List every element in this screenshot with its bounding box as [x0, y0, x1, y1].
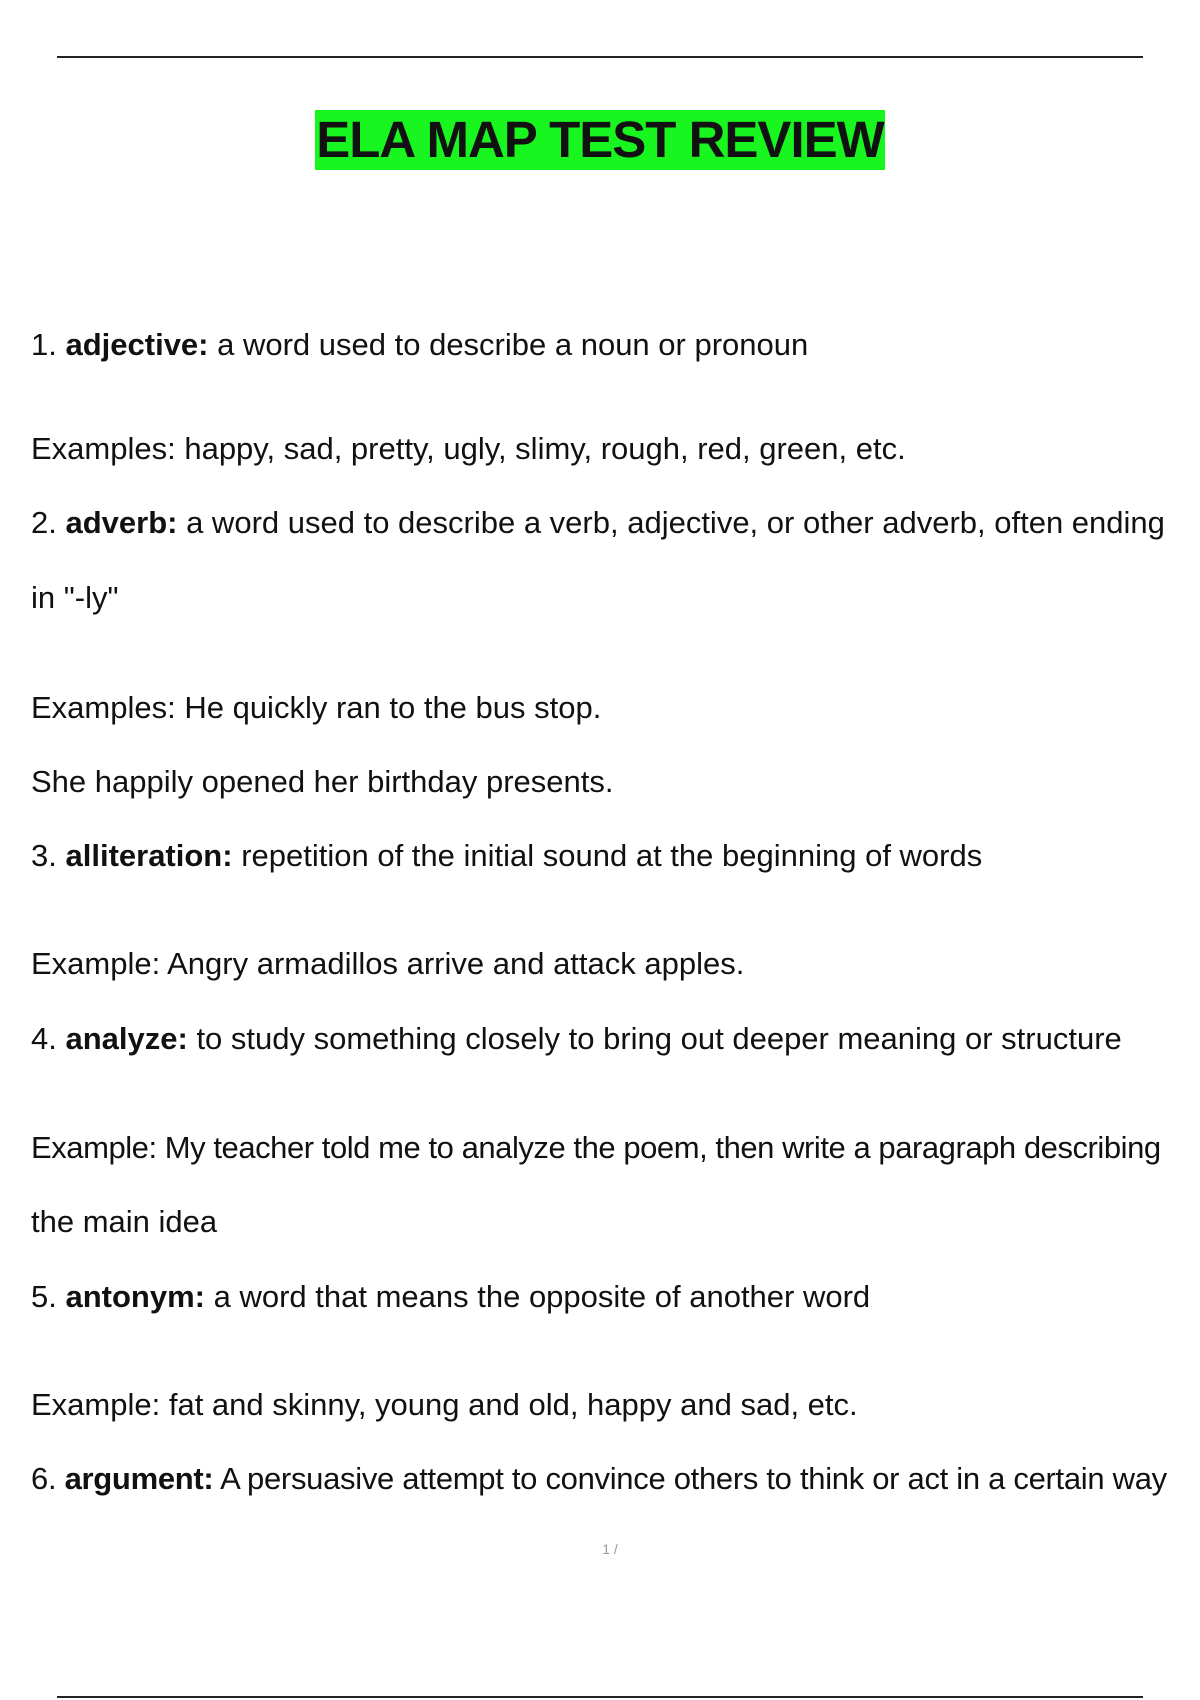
entry-definition: a word used to describe a noun or pronoun [208, 327, 809, 362]
entry-number: 2. [31, 505, 57, 540]
entry-number: 6. [31, 1461, 57, 1496]
entry-definition: a word that means the opposite of another word [204, 1279, 871, 1314]
entry-6-definition [31, 1461, 1167, 1497]
entry-4-definition [31, 1021, 1122, 1057]
entry-term: argument: [64, 1461, 214, 1496]
entry-2-definition [31, 505, 1165, 541]
entry-5-definition [31, 1279, 870, 1315]
entry-term: adverb: [65, 505, 178, 540]
entry-5-example: Example: fat and skinny, young and old, happy and sad, etc. [31, 1387, 858, 1422]
entry-number: 5. [31, 1279, 57, 1314]
entry-4-example: the main idea [31, 1204, 218, 1239]
entry-term: alliteration: [65, 838, 233, 873]
top-rule [57, 56, 1143, 58]
document-title [0, 110, 1200, 170]
title-highlight: ELA MAP TEST REVIEW [316, 111, 884, 168]
entry-2-example: Examples: He quickly ran to the bus stop. [31, 690, 602, 725]
entry-number: 1. [31, 327, 57, 362]
entry-1-definition [31, 327, 808, 363]
entry-2-example: She happily opened her birthday presents. [31, 764, 614, 799]
entry-definition: a word used to describe a verb, adjective, or other adverb, often ending [177, 505, 1165, 540]
entry-term: antonym: [65, 1279, 205, 1314]
entry-3-example: Example: Angry armadillos arrive and attack apples. [31, 946, 745, 981]
entry-term: adjective: [65, 327, 209, 362]
entry-4-example: Example: My teacher told me to analyze the poem, then write a paragraph describing [31, 1130, 1161, 1165]
page-number: 1 / [602, 1541, 618, 1557]
entry-1-example: Examples: happy, sad, pretty, ugly, slimy, rough, red, green, etc. [31, 431, 906, 466]
entry-definition: repetition of the initial sound at the beginning of words [232, 838, 983, 873]
entry-number: 3. [31, 838, 57, 873]
entry-definition: to study something closely to bring out deeper meaning or structure [187, 1021, 1122, 1056]
entry-definition: A persuasive attempt to convince others to think or act in a certain way [213, 1461, 1167, 1496]
entry-term: analyze: [65, 1021, 188, 1056]
entry-2-definition-continued: in "-ly" [31, 580, 119, 615]
entry-number: 4. [31, 1021, 57, 1056]
bottom-rule [57, 1696, 1143, 1698]
entry-3-definition [31, 838, 982, 874]
